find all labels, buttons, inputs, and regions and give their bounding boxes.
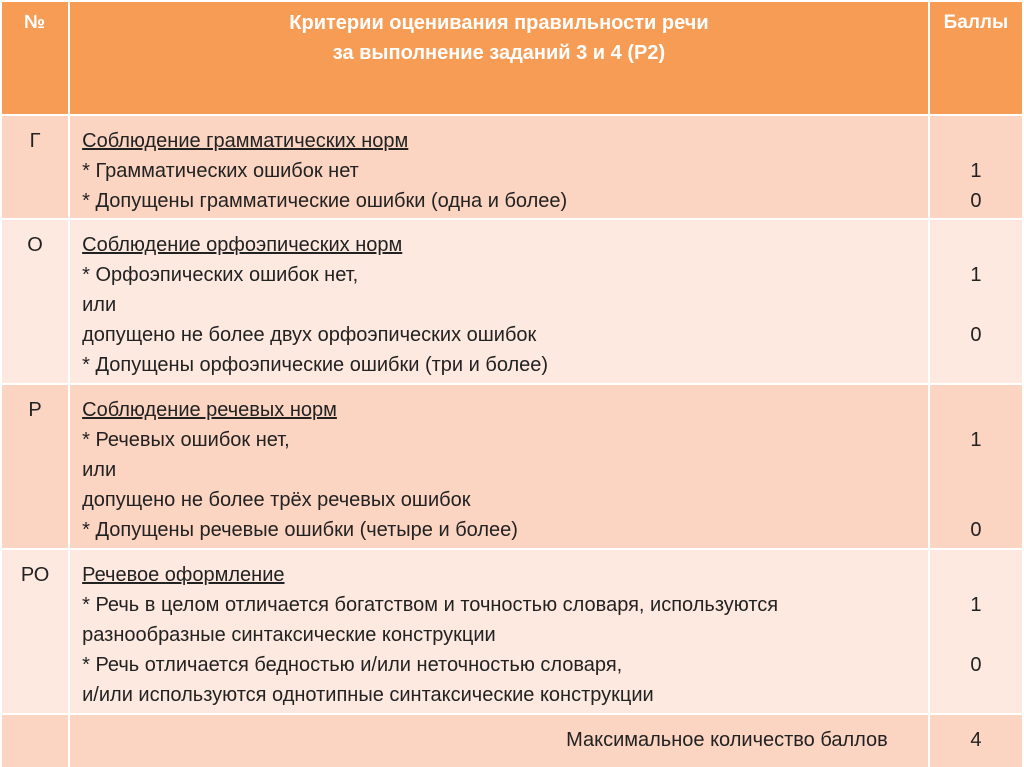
row-scores [929,115,1023,219]
row-scores [929,219,1023,384]
row-criteria [69,219,929,384]
score-value: 1 [970,594,982,616]
criterion-line: или [82,294,117,316]
criterion-title: Соблюдение речевых норм [82,399,337,421]
total-label: Максимальное количество баллов [69,714,929,767]
criterion-line: и/или используются однотипные синтаксические конструкции [82,684,654,706]
row-criteria [69,549,929,714]
criterion-line: * Речь в целом отличается богатством и точностью словаря, используются [82,594,779,616]
table-row [1,549,1023,714]
criterion-line: * Допущены речевые ошибки (четыре и более) [82,519,518,541]
header-criteria-line1: Критерии оценивания правильности речи [289,12,709,34]
criterion-line: * Орфоэпических ошибок нет, [82,264,359,286]
row-code: О [1,219,69,384]
header-criteria [69,1,929,115]
criterion-line: * Речевых ошибок нет, [82,429,290,451]
criterion-line: или [82,459,117,481]
table-row [1,384,1023,549]
header-row [1,1,1023,115]
row-code: Р [1,384,69,549]
score-value: 0 [970,654,982,676]
criterion-title: Соблюдение грамматических норм [82,130,409,152]
header-num: № [1,1,69,115]
criterion-line: допущено не более двух орфоэпических ошибок [82,324,537,346]
row-criteria [69,384,929,549]
row-code: Г [1,115,69,219]
score-value: 0 [970,519,982,541]
criterion-line: * Речь отличается бедностью и/или неточностью словаря, [82,654,623,676]
score-value: 0 [970,324,982,346]
header-criteria-line2: за выполнение заданий 3 и 4 (Р2) [332,42,666,64]
criterion-line: допущено не более трёх речевых ошибок [82,489,471,511]
total-empty-cell [1,714,69,767]
row-scores [929,549,1023,714]
total-value: 4 [929,714,1023,767]
criterion-line: разнообразные синтаксические конструкции [82,624,496,646]
criterion-line: * Допущены орфоэпические ошибки (три и более) [82,354,549,376]
total-row [1,714,1023,767]
score-value: 0 [970,190,982,212]
score-value: 1 [970,160,982,182]
row-scores [929,384,1023,549]
table-row [1,219,1023,384]
score-value: 1 [970,264,982,286]
score-value: 1 [970,429,982,451]
criterion-title: Речевое оформление [82,564,285,586]
header-points: Баллы [929,1,1023,115]
criterion-line: * Грамматических ошибок нет [82,160,359,182]
row-code: РО [1,549,69,714]
table-row [1,115,1023,219]
criterion-line: * Допущены грамматические ошибки (одна и более) [82,190,568,212]
row-criteria [69,115,929,219]
criterion-title: Соблюдение орфоэпических норм [82,234,403,256]
